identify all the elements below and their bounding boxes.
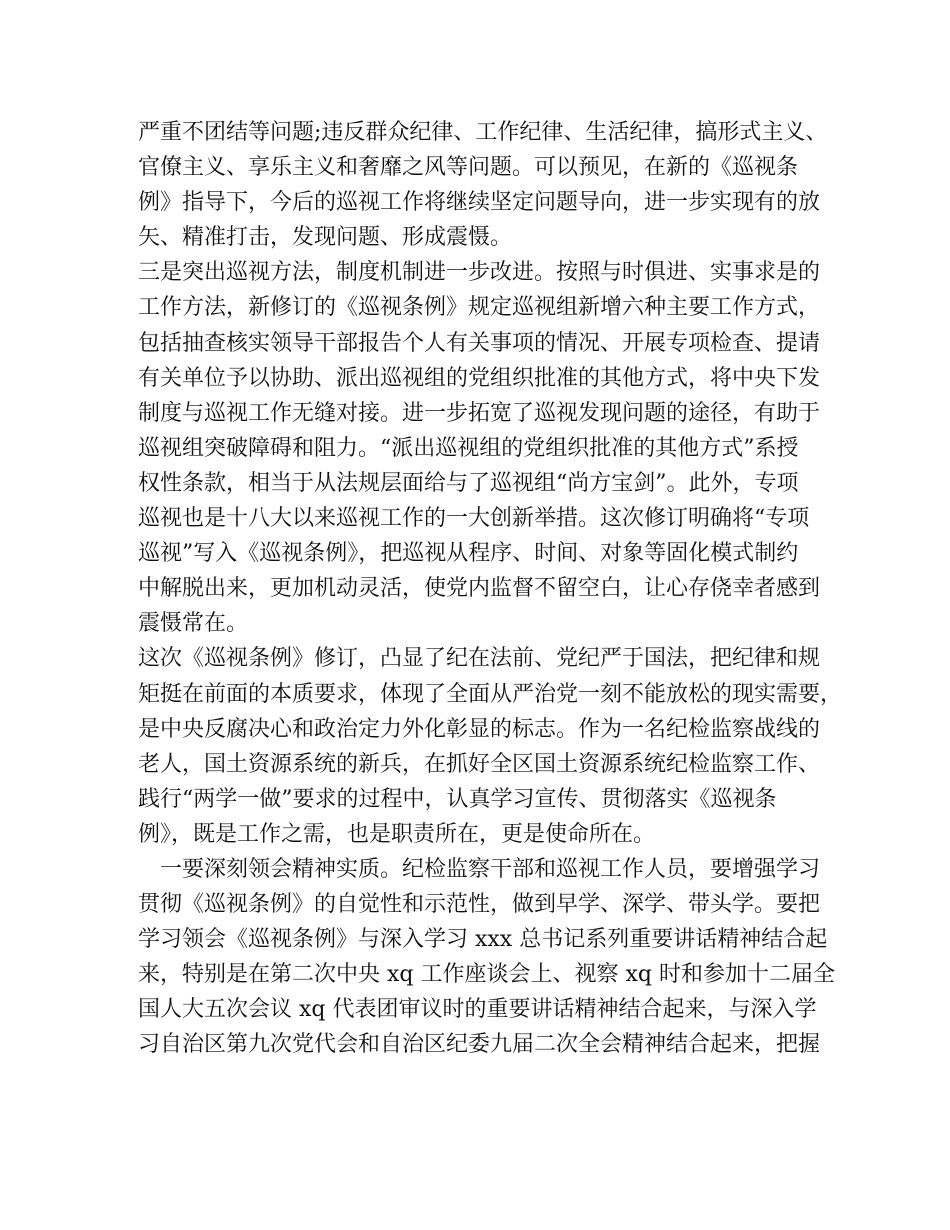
text-line: 矩挺在前面的本质要求，体现了全面从严治党一刻不能放松的现实需要， <box>138 681 843 707</box>
text-line: 老人，国土资源系统的新兵，在抓好全区国土资源系统纪检监察工作、 <box>138 751 821 777</box>
text-line: 巡视也是十八大以来巡视工作的一大创新举措。这次修订明确将“专项 <box>138 506 810 532</box>
text-line: 制度与巡视工作无缝对接。进一步拓宽了巡视发现问题的途径，有助于 <box>138 400 821 426</box>
text-line: 有关单位予以协助、派出巡视组的党组织批准的其他方式，将中央下发 <box>138 365 821 391</box>
text-line: 官僚主义、享乐主义和奢靡之风等问题。可以预见，在新的《巡视条 <box>138 155 799 181</box>
text-line: 这次《巡视条例》修订，凸显了纪在法前、党纪严于国法，把纪律和规 <box>138 646 821 672</box>
text-line: 震慑常在。 <box>138 611 249 637</box>
text-line: 贯彻《巡视条例》的自觉性和示范性，做到早学、深学、带头学。要把 <box>138 892 821 918</box>
text-line: 是中央反腐决心和政治定力外化彰显的标志。作为一名纪检监察战线的 <box>138 716 821 742</box>
text-line: 工作方法，新修订的《巡视条例》规定巡视组新增六种主要工作方式， <box>138 295 821 321</box>
text-line: 学习领会《巡视条例》与深入学习 xxx 总书记系列重要讲话精神结合起 <box>138 927 828 953</box>
text-line: 国人大五次会议 xq 代表团审议时的重要讲话精神结合起来，与深入学 <box>138 997 817 1023</box>
text-line: 权性条款，相当于从法规层面给与了巡视组“尚方宝剑”。此外，专项 <box>138 470 799 496</box>
text-line: 矢、精准打击，发现问题、形成震慑。 <box>138 225 513 251</box>
text-line: 三是突出巡视方法，制度机制进一步改进。按照与时俱进、实事求是的 <box>138 260 821 286</box>
text-line: 例》，既是工作之需，也是职责所在，更是使命所在。 <box>138 821 656 847</box>
text-line: 中解脱出来，更加机动灵活，使党内监督不留空白，让心存侥幸者感到 <box>138 576 821 602</box>
text-line: 巡视组突破障碍和阻力。“派出巡视组的党组织批准的其他方式”系授 <box>138 435 799 461</box>
text-line: 一要深刻领会精神实质。纪检监察干部和巡视工作人员，要增强学习 <box>160 856 821 882</box>
text-line: 习自治区第九次党代会和自治区纪委九届二次全会精神结合起来，把握 <box>138 1032 821 1058</box>
text-line: 包括抽查核实领导干部报告个人有关事项的情况、开展专项检查、提请 <box>138 330 821 356</box>
text-line: 例》指导下，今后的巡视工作将继续坚定问题导向，进一步实现有的放 <box>138 190 821 216</box>
text-line: 巡视”写入《巡视条例》，把巡视从程序、时间、对象等固化模式制约 <box>138 541 799 567</box>
body-text <box>138 115 843 1063</box>
text-line: 践行“两学一做”要求的过程中，认真学习宣传、贯彻落实《巡视条 <box>138 786 777 812</box>
text-line: 严重不团结等问题;违反群众纪律、工作纪律、生活纪律，搞形式主义、 <box>138 120 828 145</box>
text-line: 来，特别是在第二次中央 xq 工作座谈会上、视察 xq 时和参加十二届全 <box>138 962 835 988</box>
